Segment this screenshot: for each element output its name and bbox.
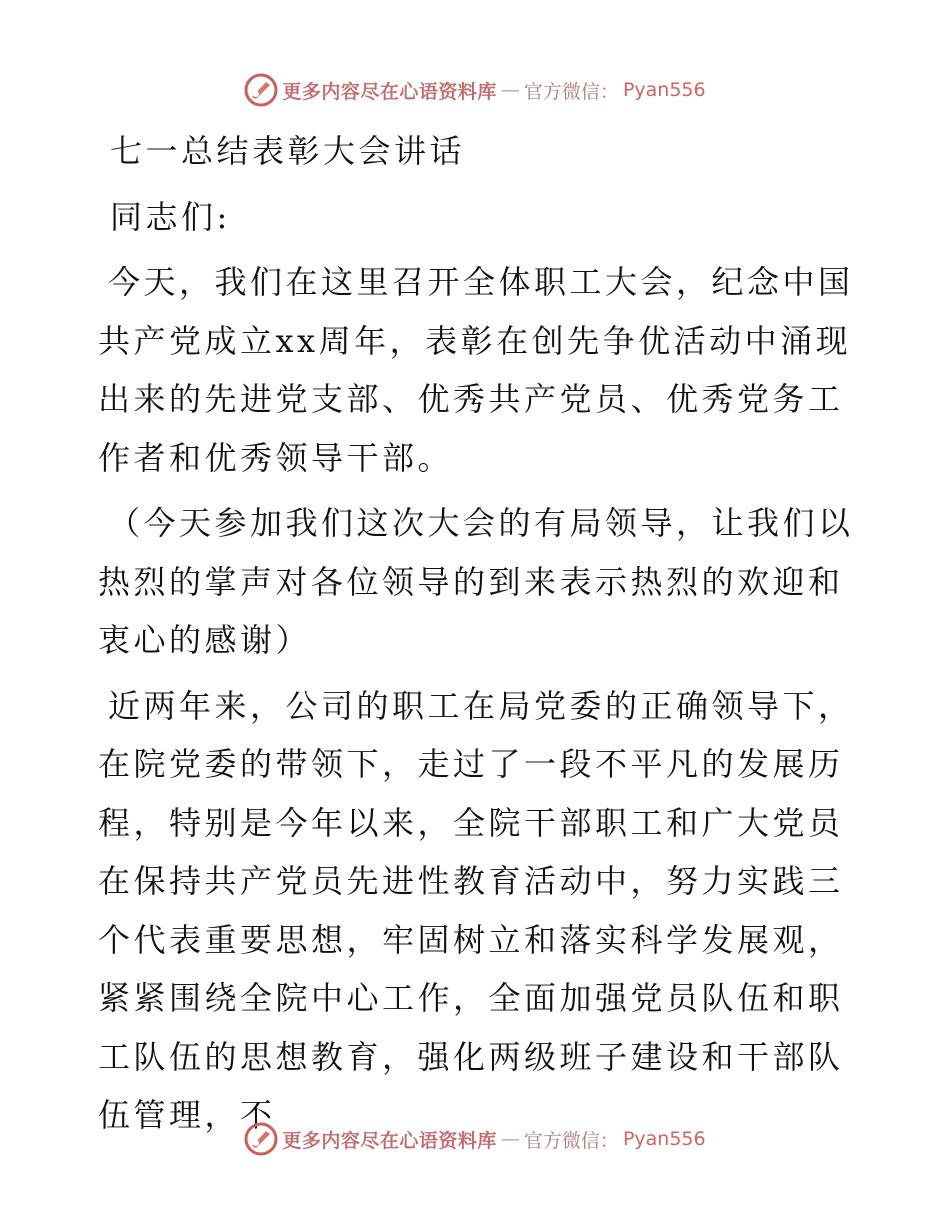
document-title: 七一总结表彰大会讲话 — [110, 132, 466, 170]
footer-watermark — [0, 1122, 950, 1156]
header-watermark — [0, 73, 950, 107]
watermark-wechat-id: Pyan556 — [622, 79, 706, 101]
paragraph: 今天，我们在这里召开全体职工大会，纪念中国共产党成立xx周年，表彰在创先争优活动中涌现出来的先进党支部、优秀共产党员、优秀党务工作者和优秀领导干部。 — [98, 263, 854, 477]
watermark-main-text: 更多内容尽在心语资料库 — [282, 80, 497, 103]
watermark-dash: — — [500, 79, 520, 101]
logo-icon — [244, 1122, 278, 1156]
paragraph: 近两年来，公司的职工在局党委的正确领导下，在院党委的带领下，走过了一段不平凡的发展历程，特别是今年以来，全院干部职工和广大党员在保持共产党员先进性教育活动中，努力实践三个代表重要思想，牢固树立和落实科学发展观，紧紧围绕全院中心工作，全面加强党员队伍和职工队伍的思想教育，强化两级班子建设和干部队伍管理，不 — [98, 686, 854, 1134]
document-body — [98, 122, 858, 1152]
greeting: 同志们: — [110, 197, 231, 236]
logo-icon — [244, 73, 278, 107]
watermark-wechat-id: Pyan556 — [622, 1128, 706, 1150]
paragraph: （今天参加我们这次大会的有局领导，让我们以热烈的掌声对各位领导的到来表示热烈的欢迎和衷心的感谢） — [98, 504, 854, 659]
watermark-label: 官方微信： — [523, 80, 619, 103]
watermark-label: 官方微信： — [523, 1129, 619, 1152]
watermark-main-text: 更多内容尽在心语资料库 — [282, 1129, 497, 1152]
watermark-dash: — — [500, 1128, 520, 1150]
